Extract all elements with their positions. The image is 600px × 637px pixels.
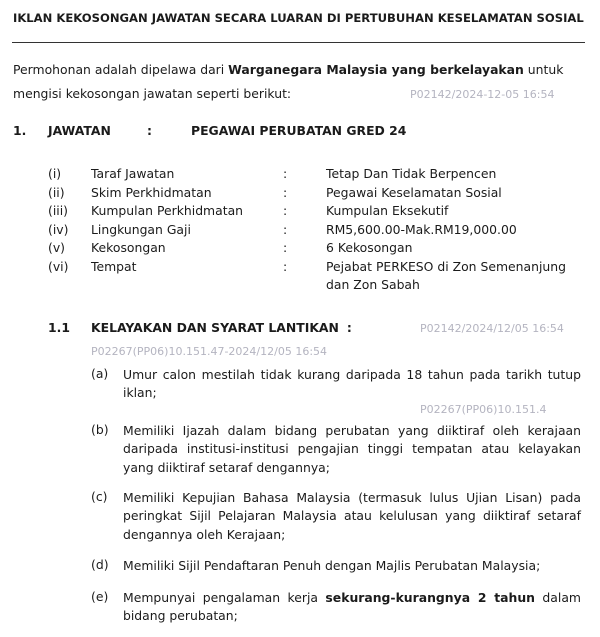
item-text [123,589,581,626]
item-label: (b) [91,422,109,437]
detail-number: (v) [48,240,66,255]
document-title: IKLAN KEKOSONGAN JAWATAN SECARA LUARAN DI PERTUBUHAN KESELAMATAN SOSIAL [13,11,584,25]
detail-value: RM5,600.00-Mak.RM19,000.00 [326,221,517,237]
item-text-bold: sekurang-kurangnya 2 tahun [325,590,536,605]
intro-line-1 [13,62,563,77]
item-text: Memiliki Kepujian Bahasa Malaysia (termasuk lulus Ujian Lisan) pada peringkat Sijil Pelajaran Malaysia atau kelulusan yang diiktiraf setaraf dengannya oleh Kerajaan; [123,490,581,542]
detail-colon: : [283,221,288,237]
detail-colon: : [283,203,288,218]
detail-number: (iii) [48,203,68,218]
detail-number: (i) [48,166,62,181]
section-number: 1. [13,123,27,138]
detail-value-cont: dan Zon Sabah [326,277,420,292]
detail-colon: : [283,184,288,200]
section-colon: : [147,123,152,138]
item-label: (e) [91,589,109,604]
title-divider [12,42,585,43]
detail-label: Kekosongan [91,240,166,255]
item-text-post: dalam bidang perubatan; [123,590,581,624]
detail-value: Tetap Dan Tidak Berpencen [326,166,497,181]
detail-label: Lingkungan Gaji [91,221,191,237]
subsection-number: 1.1 [48,320,70,335]
subsection-colon: : [346,320,352,335]
intro-bold: Warganegara Malaysia yang berkelayakan [228,62,524,77]
section-label: JAWATAN [48,123,111,138]
watermark: P02142/2024/12/05 16:54 [420,322,564,335]
detail-colon: : [283,258,288,274]
position-title: PEGAWAI PERUBATAN GRED 24 [191,123,407,138]
intro-text: Permohonan adalah dipelawa dari [13,62,229,77]
detail-value: Kumpulan Eksekutif [326,203,449,218]
item-label: (a) [91,366,109,381]
detail-value: Pejabat PERKESO di Zon Semenanjung [326,258,566,274]
subsection-heading: KELAYAKAN DAN SYARAT LANTIKAN [91,320,339,335]
detail-label: Kumpulan Perkhidmatan [91,203,244,218]
detail-value: 6 Kekosongan [326,240,413,255]
subsection-heading-row [91,320,352,335]
detail-label: Tempat [91,258,137,274]
detail-number: (ii) [48,184,65,200]
item-label: (d) [91,557,109,572]
watermark: P02267(PP06)10.151.47-2024/12/05 16:54 [91,345,328,358]
intro-end: untuk [523,62,564,77]
detail-number: (vi) [48,258,69,274]
item-text: Memiliki Ijazah dalam bidang perubatan yang diiktiraf oleh kerajaan daripada institusi-institusi pengajian tinggi tempatan atau kelayakan yang diiktiraf setaraf dengannya; [123,423,581,475]
watermark: P02267(PP06)10.151.4 [420,403,547,416]
intro-line-2: mengisi kekosongan jawatan seperti berikut: [13,86,292,101]
item-text: Memiliki Sijil Pendaftaran Penuh dengan Majlis Perubatan Malaysia; [123,558,541,573]
item-label: (c) [91,489,108,504]
detail-label: Skim Perkhidmatan [91,184,212,200]
detail-label: Taraf Jawatan [91,166,175,181]
watermark: P02142/2024-12-05 16:54 [410,88,555,101]
item-text-pre: Mempunyai pengalaman kerja [123,590,326,605]
detail-value: Pegawai Keselamatan Sosial [326,184,502,200]
detail-number: (iv) [48,221,69,237]
detail-colon: : [283,240,288,255]
item-text: Umur calon mestilah tidak kurang daripada 18 tahun pada tarikh tutup iklan; [123,367,581,401]
detail-colon: : [283,166,288,181]
